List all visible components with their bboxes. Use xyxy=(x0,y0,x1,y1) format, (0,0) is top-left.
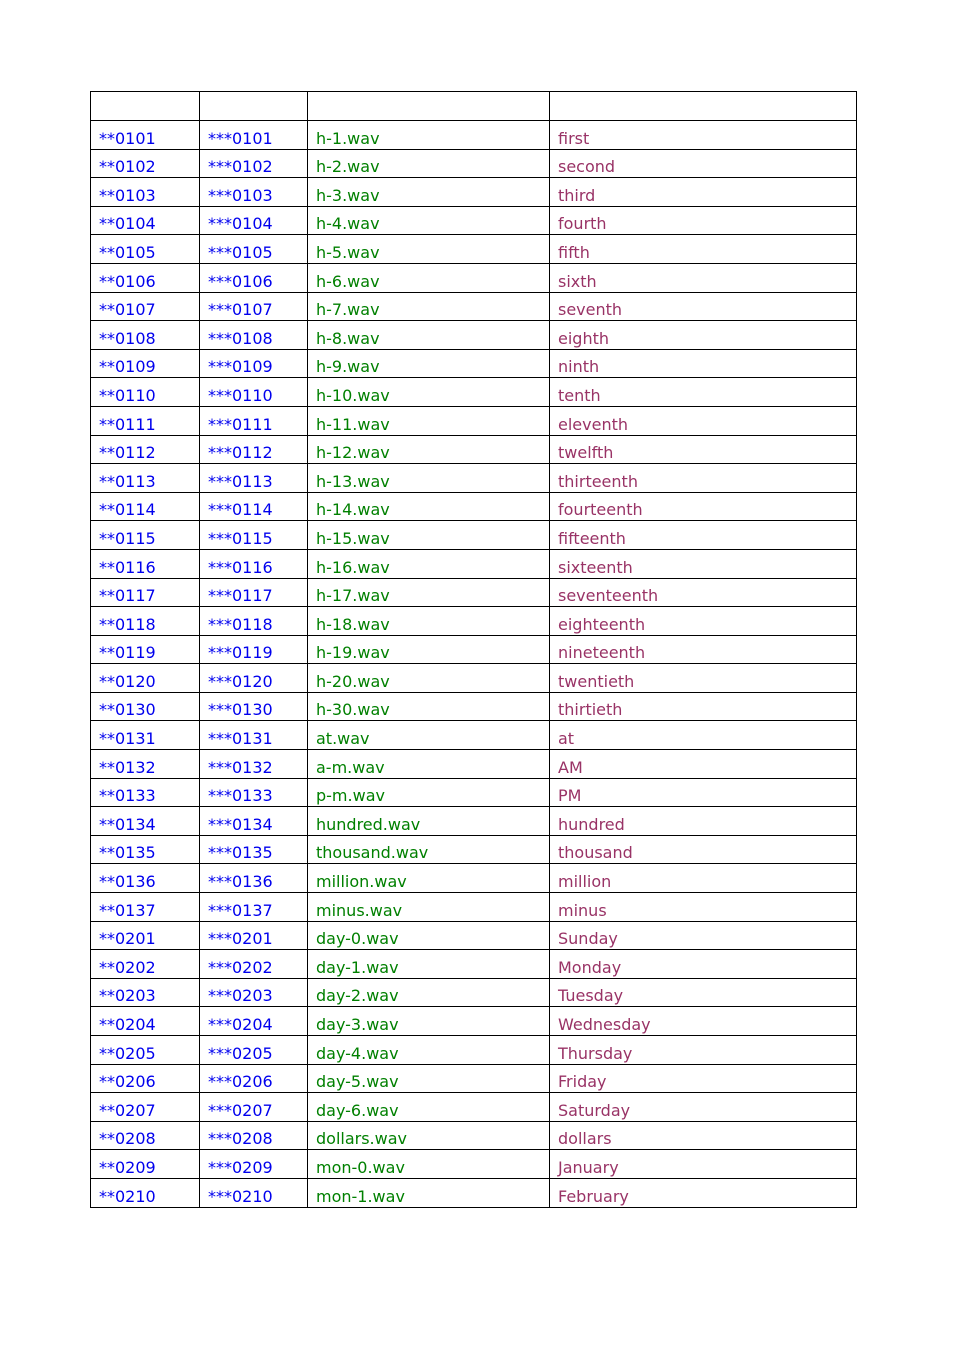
word-cell: minus xyxy=(550,893,857,922)
code2-cell: **0101 xyxy=(91,121,200,150)
code3-cell: ***0103 xyxy=(200,178,308,207)
code2-cell: **0107 xyxy=(91,292,200,321)
word-cell: eleventh xyxy=(550,406,857,435)
code3-cell: ***0112 xyxy=(200,435,308,464)
wav-file-cell: h-16.wav xyxy=(308,549,550,578)
word-cell: sixth xyxy=(550,263,857,292)
word-cell: Tuesday xyxy=(550,978,857,1007)
wav-file-cell: h-11.wav xyxy=(308,406,550,435)
code3-cell: ***0109 xyxy=(200,349,308,378)
wav-file-cell: hundred.wav xyxy=(308,807,550,836)
wav-file-cell: h-30.wav xyxy=(308,692,550,721)
table-row xyxy=(91,692,857,721)
code2-cell: **0114 xyxy=(91,492,200,521)
code2-cell: **0106 xyxy=(91,263,200,292)
code3-cell: ***0209 xyxy=(200,1150,308,1179)
table-row xyxy=(91,149,857,178)
word-cell: thousand xyxy=(550,835,857,864)
wav-file-cell: h-14.wav xyxy=(308,492,550,521)
code2-cell: **0116 xyxy=(91,549,200,578)
code2-cell: **0208 xyxy=(91,1121,200,1150)
table-row xyxy=(91,178,857,207)
table-row xyxy=(91,349,857,378)
code2-cell: **0132 xyxy=(91,750,200,779)
table-row xyxy=(91,778,857,807)
code2-cell: **0209 xyxy=(91,1150,200,1179)
table-row xyxy=(91,263,857,292)
wav-file-cell: h-12.wav xyxy=(308,435,550,464)
code2-cell: **0110 xyxy=(91,378,200,407)
code2-cell: **0113 xyxy=(91,464,200,493)
code2-cell: **0131 xyxy=(91,721,200,750)
table-row xyxy=(91,978,857,1007)
word-cell: tenth xyxy=(550,378,857,407)
code2-cell: **0207 xyxy=(91,1093,200,1122)
wav-file-cell: h-15.wav xyxy=(308,521,550,550)
word-cell: second xyxy=(550,149,857,178)
code2-cell: **0115 xyxy=(91,521,200,550)
table-row xyxy=(91,921,857,950)
code2-cell: **0202 xyxy=(91,950,200,979)
word-cell: first xyxy=(550,121,857,150)
table-row xyxy=(91,321,857,350)
wav-file-cell: day-6.wav xyxy=(308,1093,550,1122)
table-row xyxy=(91,835,857,864)
code3-cell: ***0118 xyxy=(200,607,308,636)
code3-cell: ***0116 xyxy=(200,549,308,578)
table-row xyxy=(91,578,857,607)
word-cell: fourth xyxy=(550,206,857,235)
wav-file-cell: h-13.wav xyxy=(308,464,550,493)
word-cell: thirteenth xyxy=(550,464,857,493)
table-row xyxy=(91,406,857,435)
table-row xyxy=(91,950,857,979)
table-row xyxy=(91,1036,857,1065)
code2-cell: **0105 xyxy=(91,235,200,264)
wav-file-cell: dollars.wav xyxy=(308,1121,550,1150)
wav-file-cell: h-8.wav xyxy=(308,321,550,350)
table-header-row xyxy=(91,92,857,121)
table-row xyxy=(91,864,857,893)
wav-file-cell: mon-1.wav xyxy=(308,1178,550,1207)
word-cell: Friday xyxy=(550,1064,857,1093)
code2-cell: **0119 xyxy=(91,635,200,664)
code2-cell: **0134 xyxy=(91,807,200,836)
table-row xyxy=(91,1093,857,1122)
code2-cell: **0112 xyxy=(91,435,200,464)
wav-file-cell: day-5.wav xyxy=(308,1064,550,1093)
code2-cell: **0206 xyxy=(91,1064,200,1093)
word-cell: Wednesday xyxy=(550,1007,857,1036)
code3-cell: ***0120 xyxy=(200,664,308,693)
table-row xyxy=(91,378,857,407)
table-row xyxy=(91,121,857,150)
code3-cell: ***0210 xyxy=(200,1178,308,1207)
code3-cell: ***0130 xyxy=(200,692,308,721)
code3-cell: ***0204 xyxy=(200,1007,308,1036)
code3-cell: ***0117 xyxy=(200,578,308,607)
code3-cell: ***0136 xyxy=(200,864,308,893)
word-cell: fifth xyxy=(550,235,857,264)
code2-cell: **0130 xyxy=(91,692,200,721)
code2-cell: **0205 xyxy=(91,1036,200,1065)
wav-file-cell: a-m.wav xyxy=(308,750,550,779)
table-row xyxy=(91,492,857,521)
table-row xyxy=(91,464,857,493)
code2-cell: **0120 xyxy=(91,664,200,693)
word-cell: January xyxy=(550,1150,857,1179)
wav-file-cell: mon-0.wav xyxy=(308,1150,550,1179)
wav-file-cell: h-6.wav xyxy=(308,263,550,292)
table-row xyxy=(91,1007,857,1036)
wav-file-cell: h-5.wav xyxy=(308,235,550,264)
table-row xyxy=(91,435,857,464)
wav-file-cell: h-20.wav xyxy=(308,664,550,693)
code3-cell: ***0115 xyxy=(200,521,308,550)
word-cell: twentieth xyxy=(550,664,857,693)
code3-cell: ***0207 xyxy=(200,1093,308,1122)
table-row xyxy=(91,549,857,578)
code3-cell: ***0101 xyxy=(200,121,308,150)
code2-cell: **0203 xyxy=(91,978,200,1007)
code3-cell: ***0137 xyxy=(200,893,308,922)
wav-file-cell: h-9.wav xyxy=(308,349,550,378)
code2-cell: **0118 xyxy=(91,607,200,636)
word-cell: twelfth xyxy=(550,435,857,464)
table-row xyxy=(91,1178,857,1207)
table-row xyxy=(91,1064,857,1093)
wav-file-cell: day-1.wav xyxy=(308,950,550,979)
code3-cell: ***0111 xyxy=(200,406,308,435)
code3-cell: ***0107 xyxy=(200,292,308,321)
header-cell-code3 xyxy=(200,92,308,121)
table-row xyxy=(91,750,857,779)
wav-file-cell: h-1.wav xyxy=(308,121,550,150)
code3-cell: ***0108 xyxy=(200,321,308,350)
wav-file-cell: h-10.wav xyxy=(308,378,550,407)
word-cell: nineteenth xyxy=(550,635,857,664)
word-cell: Saturday xyxy=(550,1093,857,1122)
table-row xyxy=(91,721,857,750)
header-cell-code2 xyxy=(91,92,200,121)
wav-file-cell: day-2.wav xyxy=(308,978,550,1007)
code2-cell: **0201 xyxy=(91,921,200,950)
word-cell: thirtieth xyxy=(550,692,857,721)
wav-file-cell: thousand.wav xyxy=(308,835,550,864)
word-cell: ninth xyxy=(550,349,857,378)
wav-file-cell: h-7.wav xyxy=(308,292,550,321)
code3-cell: ***0201 xyxy=(200,921,308,950)
code3-cell: ***0113 xyxy=(200,464,308,493)
table-row xyxy=(91,893,857,922)
wav-file-cell: day-3.wav xyxy=(308,1007,550,1036)
code2-cell: **0109 xyxy=(91,349,200,378)
wav-file-cell: day-4.wav xyxy=(308,1036,550,1065)
word-cell: fifteenth xyxy=(550,521,857,550)
word-cell: hundred xyxy=(550,807,857,836)
code2-cell: **0104 xyxy=(91,206,200,235)
code3-cell: ***0105 xyxy=(200,235,308,264)
code3-cell: ***0102 xyxy=(200,149,308,178)
word-cell: Sunday xyxy=(550,921,857,950)
code3-cell: ***0205 xyxy=(200,1036,308,1065)
code2-cell: **0108 xyxy=(91,321,200,350)
wav-file-cell: at.wav xyxy=(308,721,550,750)
code3-cell: ***0104 xyxy=(200,206,308,235)
wav-file-cell: h-17.wav xyxy=(308,578,550,607)
wav-file-cell: h-4.wav xyxy=(308,206,550,235)
code3-cell: ***0132 xyxy=(200,750,308,779)
wav-file-cell: minus.wav xyxy=(308,893,550,922)
wav-file-cell: day-0.wav xyxy=(308,921,550,950)
table-row xyxy=(91,292,857,321)
table-row xyxy=(91,664,857,693)
header-cell-file xyxy=(308,92,550,121)
code3-cell: ***0135 xyxy=(200,835,308,864)
code2-cell: **0102 xyxy=(91,149,200,178)
wav-file-cell: h-2.wav xyxy=(308,149,550,178)
table-row xyxy=(91,235,857,264)
code3-cell: ***0203 xyxy=(200,978,308,1007)
code3-cell: ***0208 xyxy=(200,1121,308,1150)
word-cell: seventeenth xyxy=(550,578,857,607)
table-row xyxy=(91,1121,857,1150)
wav-file-cell: million.wav xyxy=(308,864,550,893)
word-cell: million xyxy=(550,864,857,893)
code2-cell: **0111 xyxy=(91,406,200,435)
table-row xyxy=(91,206,857,235)
word-cell: eighteenth xyxy=(550,607,857,636)
word-cell: eighth xyxy=(550,321,857,350)
table-row xyxy=(91,635,857,664)
table-body xyxy=(91,92,857,1208)
word-cell: Monday xyxy=(550,950,857,979)
word-cell: sixteenth xyxy=(550,549,857,578)
word-cell: dollars xyxy=(550,1121,857,1150)
code3-cell: ***0114 xyxy=(200,492,308,521)
word-cell: February xyxy=(550,1178,857,1207)
code2-cell: **0135 xyxy=(91,835,200,864)
table-row xyxy=(91,1150,857,1179)
code3-cell: ***0119 xyxy=(200,635,308,664)
word-cell: seventh xyxy=(550,292,857,321)
header-cell-word xyxy=(550,92,857,121)
wav-file-cell: h-19.wav xyxy=(308,635,550,664)
code2-cell: **0210 xyxy=(91,1178,200,1207)
code3-cell: ***0131 xyxy=(200,721,308,750)
code3-cell: ***0110 xyxy=(200,378,308,407)
table-row xyxy=(91,521,857,550)
table-row xyxy=(91,607,857,636)
sound-mapping-table xyxy=(90,91,857,1208)
code2-cell: **0137 xyxy=(91,893,200,922)
word-cell: third xyxy=(550,178,857,207)
code3-cell: ***0134 xyxy=(200,807,308,836)
wav-file-cell: h-3.wav xyxy=(308,178,550,207)
code2-cell: **0133 xyxy=(91,778,200,807)
wav-file-cell: p-m.wav xyxy=(308,778,550,807)
code2-cell: **0117 xyxy=(91,578,200,607)
word-cell: Thursday xyxy=(550,1036,857,1065)
word-cell: AM xyxy=(550,750,857,779)
code3-cell: ***0202 xyxy=(200,950,308,979)
code2-cell: **0204 xyxy=(91,1007,200,1036)
code3-cell: ***0133 xyxy=(200,778,308,807)
code2-cell: **0136 xyxy=(91,864,200,893)
table-row xyxy=(91,807,857,836)
wav-file-cell: h-18.wav xyxy=(308,607,550,636)
code3-cell: ***0106 xyxy=(200,263,308,292)
code3-cell: ***0206 xyxy=(200,1064,308,1093)
word-cell: fourteenth xyxy=(550,492,857,521)
word-cell: at xyxy=(550,721,857,750)
word-cell: PM xyxy=(550,778,857,807)
code2-cell: **0103 xyxy=(91,178,200,207)
